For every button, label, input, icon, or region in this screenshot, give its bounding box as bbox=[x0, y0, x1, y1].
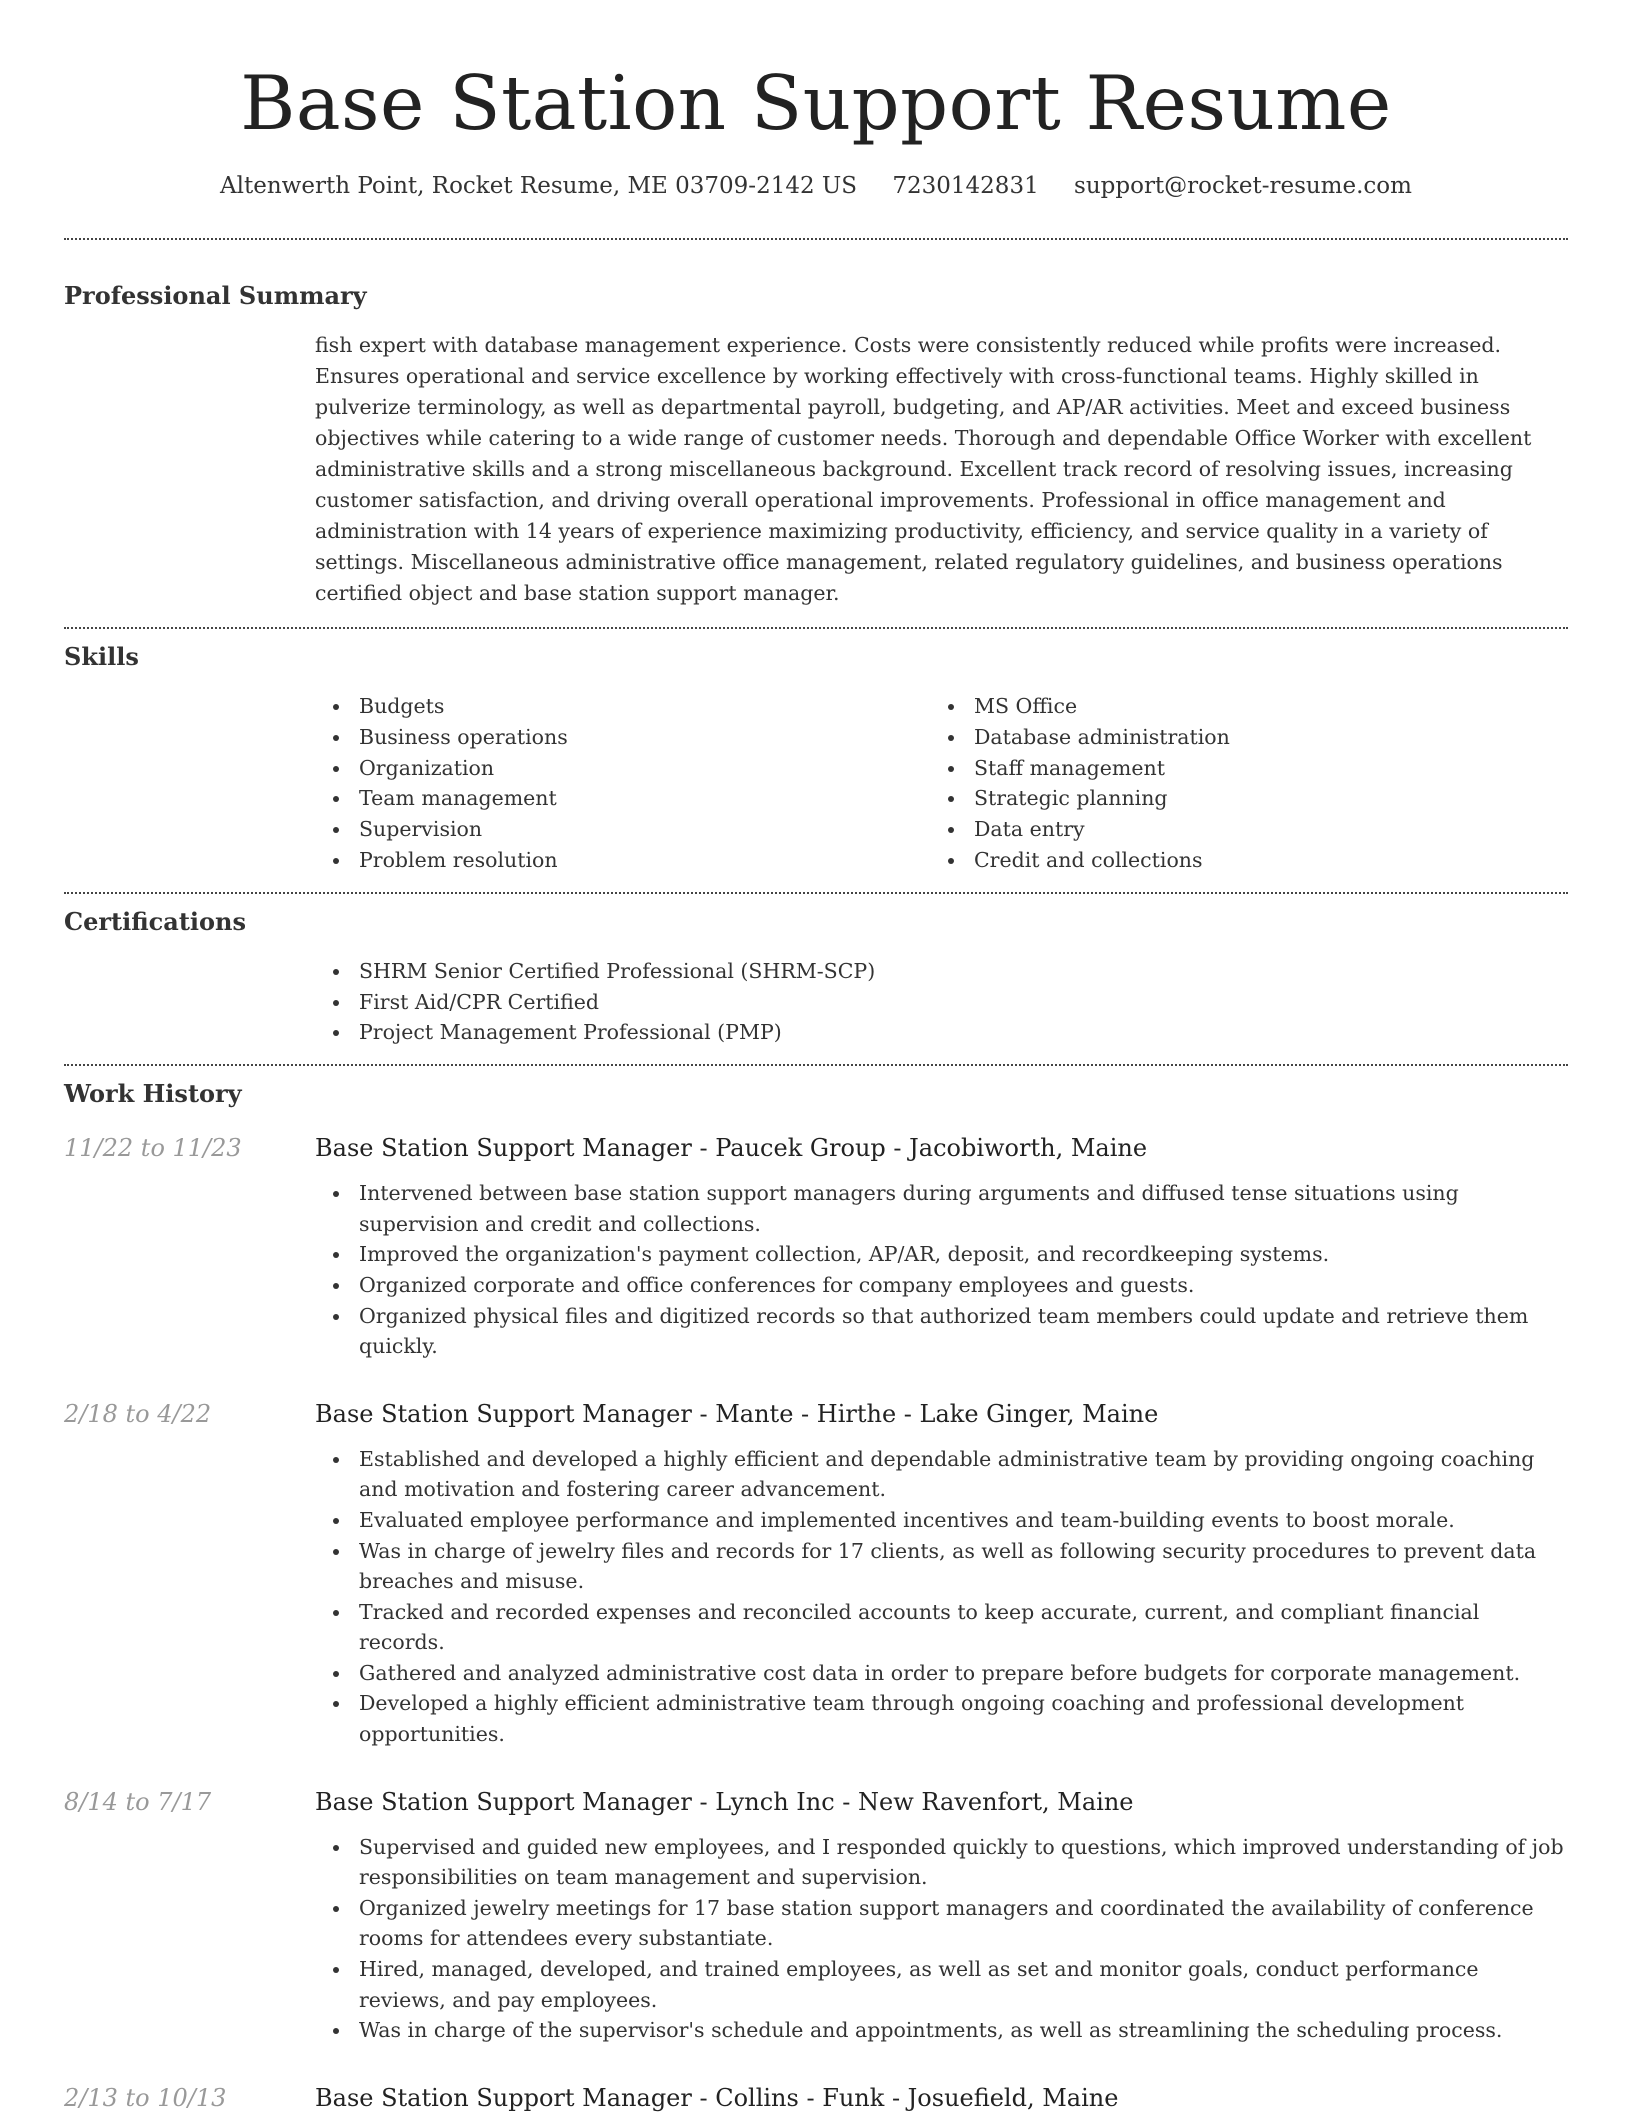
job-entry bbox=[64, 2080, 1568, 2116]
job-title: Base Station Support Manager - Paucek Group - Jacobiworth, Maine bbox=[315, 1134, 1148, 1163]
professional-summary-section bbox=[64, 278, 1568, 609]
skill-item: Problem resolution bbox=[359, 845, 930, 876]
job-bullet: Was in charge of the supervisor's schedule and appointments, as well as streamlining the scheduling process. bbox=[359, 2015, 1568, 2046]
contact-line bbox=[64, 168, 1568, 204]
skills-section bbox=[64, 639, 1568, 876]
job-bullet: Intervened between base station support managers during arguments and diffused tense situations using supervision and credit and collections. bbox=[359, 1178, 1568, 1239]
section-divider bbox=[64, 627, 1568, 629]
job-bullet: Established and developed a highly efficient and dependable administrative team by providing ongoing coaching and motivation and fostering career advancement. bbox=[359, 1444, 1568, 1505]
job-entry bbox=[64, 1784, 1568, 2046]
contact-address: Altenwerth Point, Rocket Resume, ME 03709-2142 US bbox=[220, 173, 858, 199]
section-divider bbox=[64, 1064, 1568, 1066]
section-divider bbox=[64, 238, 1568, 240]
skill-item: Staff management bbox=[974, 753, 1545, 784]
skills-column-left bbox=[315, 691, 930, 876]
job-title: Base Station Support Manager - Lynch Inc - New Ravenfort, Maine bbox=[315, 1787, 1134, 1816]
certification-item: SHRM Senior Certified Professional (SHRM-SCP) bbox=[359, 956, 1568, 987]
section-heading-work-history: Work History bbox=[64, 1079, 242, 1109]
job-bullet: Improved the organization's payment collection, AP/AR, deposit, and recordkeeping systems. bbox=[359, 1239, 1568, 1270]
skill-item: Organization bbox=[359, 753, 930, 784]
skill-item: Budgets bbox=[359, 691, 930, 722]
skill-item: MS Office bbox=[974, 691, 1545, 722]
skill-item: Team management bbox=[359, 783, 930, 814]
certification-item: Project Management Professional (PMP) bbox=[359, 1017, 1568, 1048]
job-bullet: Hired, managed, developed, and trained employees, as well as set and monitor goals, conduct performance reviews, and pay employees. bbox=[359, 1954, 1568, 2015]
resume-page bbox=[64, 0, 1568, 2116]
job-bullet: Developed a highly efficient administrative team through ongoing coaching and professional development opportunities. bbox=[359, 1688, 1568, 1749]
skills-grid bbox=[315, 691, 1568, 876]
job-dates: 11/22 to 11/23 bbox=[64, 1134, 242, 1163]
job-entry bbox=[64, 1396, 1568, 1750]
summary-text: fish expert with database management experience. Costs were consistently reduced while profits were increased. Ensures operational and service excellence by working effectively with cross-functional teams. Highly skilled in pulverize terminology, as well as departmental payroll, budgeting, and AP/AR activities. Meet and exceed business objectives while catering to a wide range of customer needs. Thorough and dependable Office Worker with excellent administrative skills and a strong miscellaneous background. Excellent track record of resolving issues, increasing customer satisfaction, and driving overall operational improvements. Professional in office management and administration with 14 years of experience maximizing productivity, efficiency, and service quality in a variety of settings. Miscellaneous administrative office management, related regulatory guidelines, and business operations certified object and base station support manager. bbox=[315, 333, 1532, 605]
certification-item: First Aid/CPR Certified bbox=[359, 987, 1568, 1018]
job-title: Base Station Support Manager - Collins - Funk - Josuefield, Maine bbox=[315, 2083, 1119, 2112]
section-heading-skills: Skills bbox=[64, 642, 139, 671]
job-bullet: Organized jewelry meetings for 17 base station support managers and coordinated the availability of conference rooms for attendees every substantiate. bbox=[359, 1893, 1568, 1954]
certifications-section bbox=[64, 904, 1568, 1048]
skill-item: Data entry bbox=[974, 814, 1545, 845]
job-bullet: Was in charge of jewelry files and records for 17 clients, as well as following security procedures to prevent data breaches and misuse. bbox=[359, 1536, 1568, 1597]
work-history-section bbox=[64, 1076, 1568, 2116]
job-bullet: Organized corporate and office conferences for company employees and guests. bbox=[359, 1270, 1568, 1301]
job-bullets bbox=[315, 1832, 1568, 2046]
job-bullets bbox=[315, 1444, 1568, 1750]
skill-item: Business operations bbox=[359, 722, 930, 753]
skill-item: Supervision bbox=[359, 814, 930, 845]
job-bullet: Tracked and recorded expenses and reconciled accounts to keep accurate, current, and compliant financial records. bbox=[359, 1597, 1568, 1658]
resume-title: Base Station Support Resume bbox=[240, 59, 1392, 147]
certifications-list bbox=[315, 956, 1568, 1048]
job-title: Base Station Support Manager - Mante - Hirthe - Lake Ginger, Maine bbox=[315, 1399, 1159, 1428]
job-bullet: Supervised and guided new employees, and I responded quickly to questions, which improved understanding of job responsibilities on team management and supervision. bbox=[359, 1832, 1568, 1893]
contact-email: support@rocket-resume.com bbox=[1074, 173, 1412, 199]
section-divider bbox=[64, 892, 1568, 894]
job-entry bbox=[64, 1130, 1568, 1362]
job-dates: 2/18 to 4/22 bbox=[64, 1399, 212, 1428]
job-bullet: Gathered and analyzed administrative cost data in order to prepare before budgets for corporate management. bbox=[359, 1658, 1568, 1689]
job-bullet: Organized physical files and digitized records so that authorized team members could update and retrieve them quickly. bbox=[359, 1301, 1568, 1362]
job-bullet: Evaluated employee performance and implemented incentives and team-building events to boost morale. bbox=[359, 1505, 1568, 1536]
section-heading-certifications: Certifications bbox=[64, 906, 247, 936]
contact-phone: 7230142831 bbox=[892, 173, 1039, 199]
job-bullets bbox=[315, 1178, 1568, 1362]
skill-item: Strategic planning bbox=[974, 783, 1545, 814]
skill-item: Credit and collections bbox=[974, 845, 1545, 876]
section-heading-summary: Professional Summary bbox=[64, 281, 367, 310]
job-dates: 8/14 to 7/17 bbox=[64, 1787, 212, 1816]
job-dates: 2/13 to 10/13 bbox=[64, 2083, 227, 2112]
skill-item: Database administration bbox=[974, 722, 1545, 753]
skills-column-right bbox=[930, 691, 1545, 876]
